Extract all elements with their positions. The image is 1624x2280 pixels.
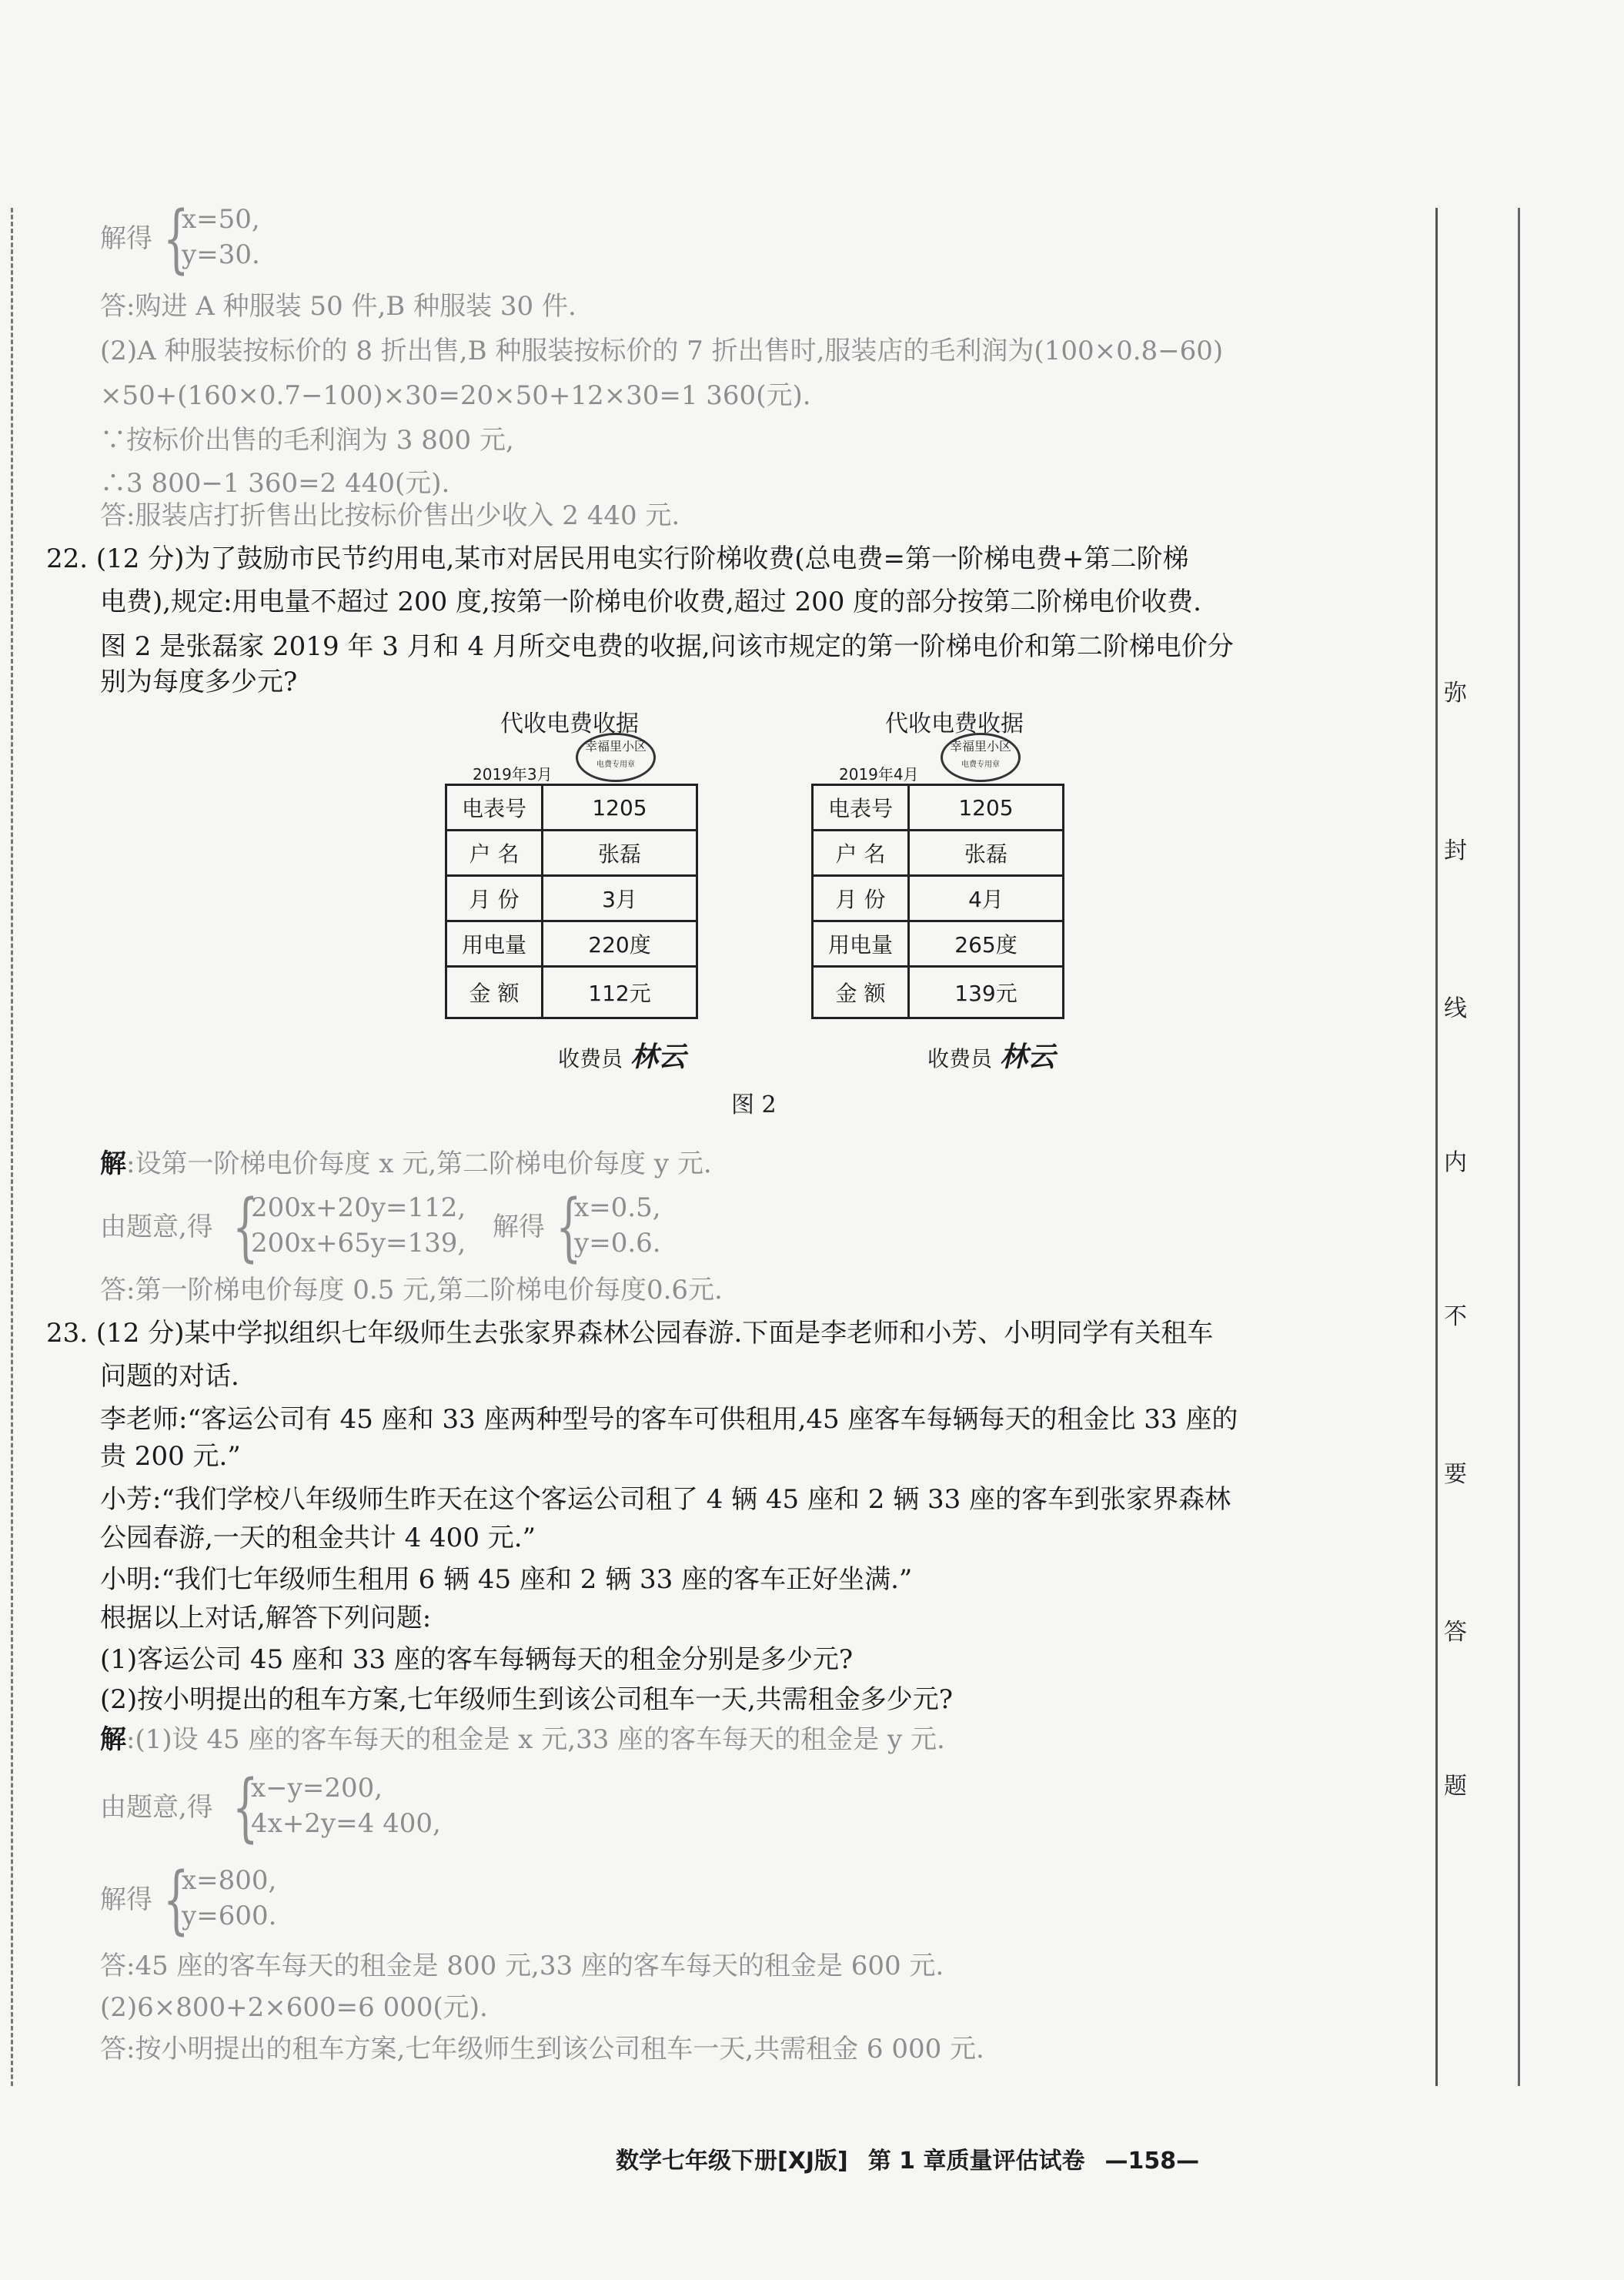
equation-system: x=0.5, y=0.6. [574, 1192, 661, 1259]
brace-icon: { [556, 1184, 582, 1270]
q22-answer: 答:第一阶梯电价每度 0.5 元,第二阶梯电价每度0.6元. [100, 1275, 723, 1305]
receipt-title: 代收电费收据 [500, 710, 639, 737]
margin-char: 要 [1444, 1461, 1467, 1488]
q23-text: 问题的对话. [100, 1361, 239, 1392]
margin-char: 封 [1444, 837, 1467, 864]
q22-text: 22. (12 分)为了鼓励市民节约用电,某市对居民用电实行阶梯收费(总电费=第一阶梯电费+第二阶梯 [46, 543, 1189, 574]
q22-setup-label: 由题意,得 [100, 1212, 213, 1242]
q23-setup-label: 由题意,得 [100, 1792, 213, 1823]
receipt-collector: 收费员 林云 [927, 1041, 1056, 1073]
top-solve-label: 解得 [100, 223, 152, 254]
q22-text: 图 2 是张磊家 2019 年 3 月和 4 月所交电费的收据,问该市规定的第一阶梯电价和第二阶梯电价分 [100, 631, 1234, 662]
q22-solution: 解:设第一阶梯电价每度 x 元,第二阶梯电价每度 y 元. [100, 1148, 712, 1179]
brace-icon: { [232, 1764, 259, 1850]
margin-char: 内 [1444, 1149, 1467, 1176]
seal-margin-inner-line [1435, 208, 1438, 2086]
q23-text: (1)客运公司 45 座和 33 座的客车每辆每天的租金分别是多少元? [100, 1644, 854, 1675]
q23-solution: 解:(1)设 45 座的客车每天的租金是 x 元,33 座的客车每天的租金是 y 元. [100, 1724, 945, 1755]
q23-text: 23. (12 分)某中学拟组织七年级师生去张家界森林公园春游.下面是李老师和小芳、小明同学有关租车 [46, 1318, 1214, 1349]
receipt-stamp: 幸福里小区 电费专用章 [941, 733, 1021, 782]
answer-line: (2)A 种服装按标价的 8 折出售,B 种服装按标价的 7 折出售时,服装店的毛利润为(100×0.8−60) [100, 336, 1224, 366]
q23-answer: 答:45 座的客车每天的租金是 800 元,33 座的客车每天的租金是 600 元. [100, 1951, 944, 1981]
book-title: 数学七年级下册[XJ版] [616, 2148, 848, 2175]
equation-system: x−y=200, 4x+2y=4 400, [251, 1773, 441, 1839]
page-number: —158— [1104, 2148, 1200, 2175]
answer-line: ∵按标价出售的毛利润为 3 800 元, [100, 425, 514, 456]
brace-icon: { [232, 1184, 259, 1270]
brace-icon: { [163, 1857, 189, 1943]
q23-text: 贵 200 元.” [100, 1441, 241, 1472]
page-footer [616, 2141, 1219, 2175]
chapter-title: 第 1 章质量评估试卷 [867, 2148, 1085, 2175]
left-dashed-cut-line [11, 208, 13, 2086]
receipt-table: 电表号 1205 户 名 张磊 月 份 4月 用电量 265度 金 额 139元 [811, 784, 1064, 1019]
equation-system: 200x+20y=112, 200x+65y=139, [251, 1192, 466, 1259]
margin-char: 答 [1444, 1619, 1467, 1646]
q22-solve-label: 解得 [493, 1212, 545, 1242]
equation-system: x=800, y=600. [182, 1865, 277, 1931]
q23-text: 李老师:“客运公司有 45 座和 33 座两种型号的客车可供租用,45 座客车每辆每天的租金比 33 座的 [100, 1404, 1238, 1435]
q23-calc: (2)6×800+2×600=6 000(元). [100, 1992, 488, 2023]
receipt-table: 电表号 1205 户 名 张磊 月 份 3月 用电量 220度 金 额 112元 [445, 784, 698, 1019]
q22-text: 别为每度多少元? [100, 667, 298, 697]
brace-icon: { [163, 196, 189, 282]
q23-answer: 答:按小明提出的租车方案,七年级师生到该公司租车一天,共需租金 6 000 元. [100, 2034, 984, 2064]
q23-text: 小明:“我们七年级师生租用 6 辆 45 座和 2 辆 33 座的客车正好坐满.” [100, 1564, 913, 1595]
signature: 林云 [1000, 1041, 1056, 1073]
figure-caption: 图 2 [731, 1092, 777, 1118]
receipt-date: 2019年3月 [473, 765, 553, 784]
answer-line: ∴3 800−1 360=2 440(元). [100, 468, 450, 499]
receipt-stamp: 幸福里小区 电费专用章 [576, 733, 656, 782]
margin-char: 题 [1444, 1773, 1467, 1800]
q23-text: 公园春游,一天的租金共计 4 400 元.” [100, 1523, 536, 1553]
margin-char: 线 [1444, 995, 1467, 1022]
receipt-collector: 收费员 林云 [558, 1041, 687, 1073]
answer-line: 答:购进 A 种服装 50 件,B 种服装 30 件. [100, 291, 576, 322]
margin-char: 不 [1444, 1303, 1467, 1330]
receipt-title: 代收电费收据 [885, 710, 1024, 737]
signature: 林云 [630, 1041, 687, 1073]
q22-text: 电费),规定:用电量不超过 200 度,按第一阶梯电价收费,超过 200 度的部分按第二阶梯电价收费. [100, 587, 1201, 617]
q23-text: (2)按小明提出的租车方案,七年级师生到该公司租车一天,共需租金多少元? [100, 1684, 954, 1715]
margin-char: 弥 [1444, 680, 1467, 707]
equation-system: x=50, y=30. [182, 204, 260, 270]
q23-text: 根据以上对话,解答下列问题: [100, 1603, 432, 1633]
answer-line: 答:服装店打折售出比按标价售出少收入 2 440 元. [100, 500, 680, 531]
q23-text: 小芳:“我们学校八年级师生昨天在这个客运公司租了 4 辆 45 座和 2 辆 33 座的客车到张家界森林 [100, 1484, 1231, 1515]
q23-solve-label: 解得 [100, 1884, 152, 1915]
receipt-date: 2019年4月 [839, 765, 919, 784]
answer-line: ×50+(160×0.7−100)×30=20×50+12×30=1 360(元). [100, 380, 811, 411]
seal-margin-outer-line [1518, 208, 1520, 2086]
